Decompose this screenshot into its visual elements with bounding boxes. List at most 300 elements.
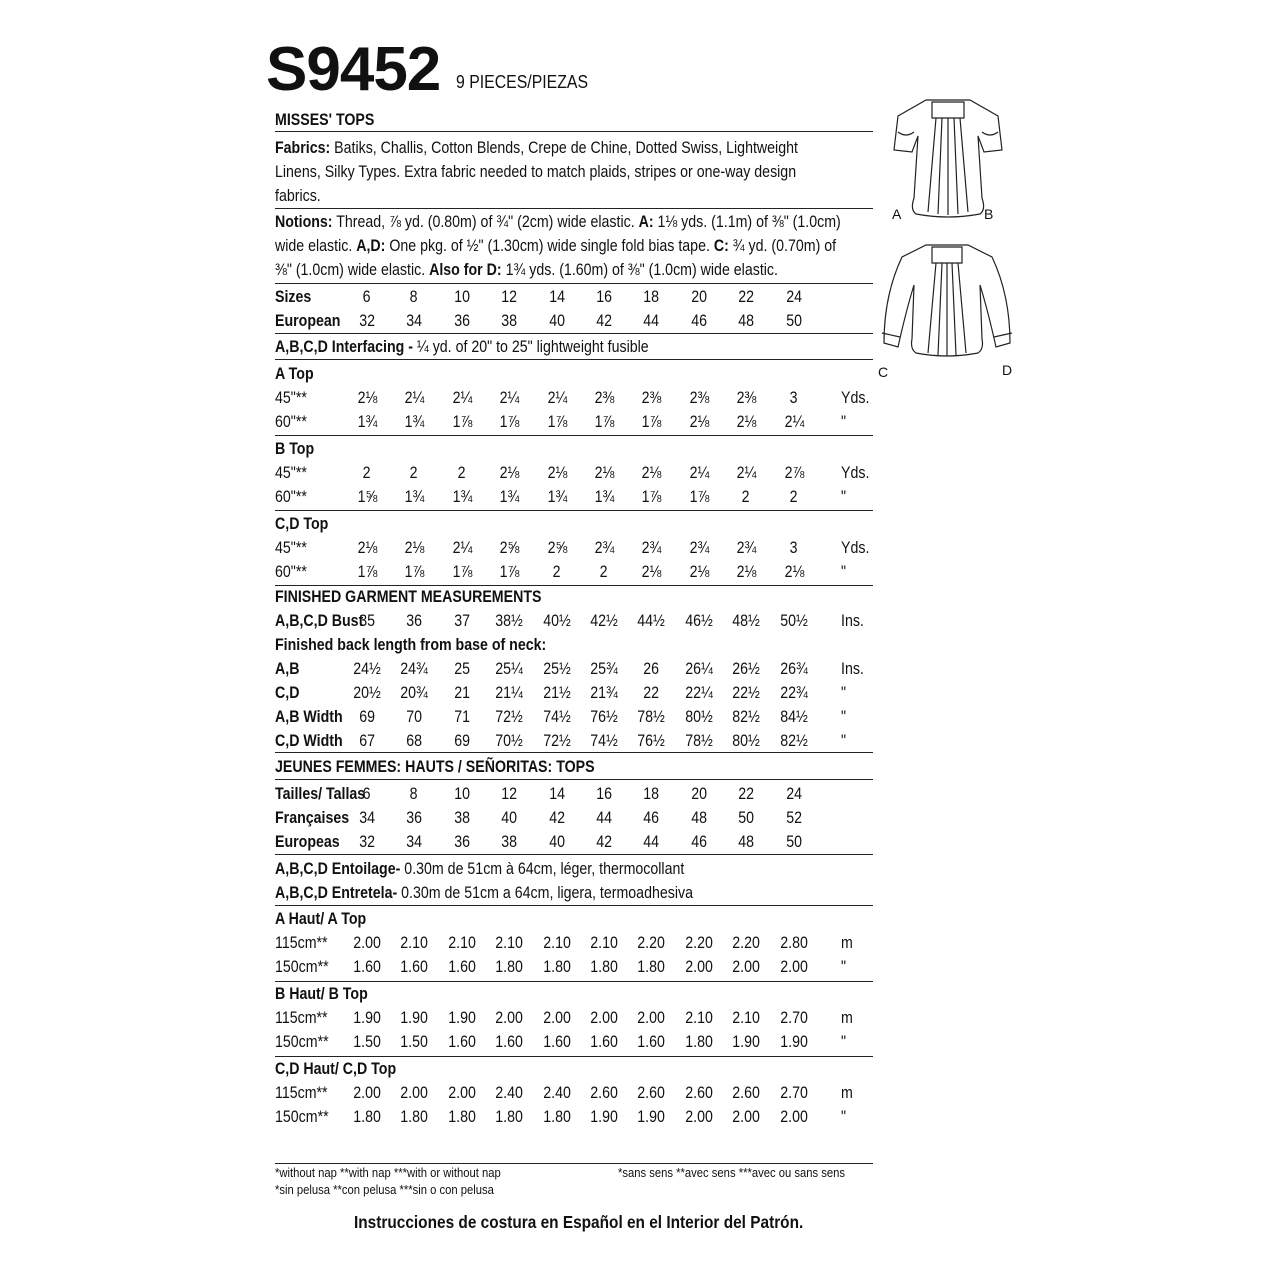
table-cell: 1.60 — [353, 958, 381, 976]
table-cell: 68 — [406, 732, 422, 750]
table-cell: 1.60 — [637, 1033, 665, 1051]
row-value: ¼ yd. of 20" to 25" lightweight fusible — [412, 338, 649, 356]
table-cell: 1⅞ — [547, 413, 567, 431]
table-cell: 1.80 — [685, 1033, 713, 1051]
yardage-heading — [275, 512, 873, 536]
table-cell: 2⅞ — [784, 464, 804, 482]
table-cell: 1.90 — [400, 1009, 428, 1027]
table-cell: 50 — [738, 809, 754, 827]
table-cell: 2 — [363, 464, 371, 482]
divider — [275, 283, 873, 284]
table-cell: 48 — [691, 809, 707, 827]
table-cell: 2.10 — [448, 934, 476, 952]
european-row — [275, 309, 873, 333]
row-label: 60"** — [275, 563, 307, 581]
table-cell: 2.80 — [780, 934, 808, 952]
table-cell: 72½ — [495, 708, 523, 726]
table-cell: 1¾ — [547, 488, 567, 506]
row-label: B Top — [275, 440, 315, 458]
table-cell: 46 — [643, 809, 659, 827]
table-cell: 18 — [643, 288, 659, 306]
figure-label-a: A — [892, 206, 902, 222]
table-cell: 1.80 — [637, 958, 665, 976]
table-cell: 2.60 — [732, 1084, 760, 1102]
yardage-row — [275, 485, 873, 509]
table-cell: 50 — [786, 833, 802, 851]
finished-row — [275, 657, 873, 681]
table-cell: 40 — [549, 833, 565, 851]
table-cell: 2⅛ — [689, 563, 709, 581]
table-cell: 69 — [454, 732, 470, 750]
table-cell: 1.80 — [448, 1108, 476, 1126]
entretela-row — [275, 881, 873, 905]
table-cell: 2.10 — [590, 934, 618, 952]
table-cell: 2⅛ — [404, 539, 424, 557]
table-cell: 1.60 — [448, 1033, 476, 1051]
table-cell: 8 — [410, 785, 418, 803]
fabrics-label: Fabrics: — [275, 139, 331, 157]
europeas-row — [275, 830, 873, 854]
table-cell: 25¼ — [495, 660, 523, 678]
table-cell: 2¼ — [404, 389, 424, 407]
table-cell: 1.80 — [495, 958, 523, 976]
table-cell: 2.40 — [543, 1084, 571, 1102]
notions-line-1: Notions: Thread, ⅞ yd. (0.80m) of ¾" (2cm) wide elastic. A: 1⅛ yds. (1.1m) of ⅜" (1.0cm) — [275, 213, 841, 231]
row-label: A Top — [275, 365, 314, 383]
pieces-count: 9 PIECES/PIEZAS — [456, 72, 589, 92]
table-cell: 20 — [691, 288, 707, 306]
table-cell: 52 — [786, 809, 802, 827]
table-cell: 21¾ — [590, 684, 618, 702]
table-cell: 1.80 — [353, 1108, 381, 1126]
metric-yardage-heading — [275, 907, 873, 931]
table-cell: 21 — [454, 684, 470, 702]
row-label: A Haut/ A Top — [275, 910, 367, 928]
table-cell: 2.00 — [637, 1009, 665, 1027]
table-cell: 12 — [501, 785, 517, 803]
table-cell: 2.60 — [685, 1084, 713, 1102]
sizes-row — [275, 285, 873, 309]
table-cell: 71 — [454, 708, 470, 726]
table-cell: 24½ — [353, 660, 381, 678]
yardage-row — [275, 560, 873, 584]
table-cell: 22¼ — [685, 684, 713, 702]
unit-label: Yds. — [841, 389, 870, 407]
table-cell: 74½ — [590, 732, 618, 750]
table-cell: 2⅛ — [594, 464, 614, 482]
table-cell: 14 — [549, 288, 565, 306]
unit-label: Ins. — [841, 660, 864, 678]
table-cell: 1¾ — [404, 488, 424, 506]
table-cell: 50 — [786, 312, 802, 330]
divider — [275, 208, 873, 209]
table-cell: 26¼ — [685, 660, 713, 678]
table-cell: 2.70 — [780, 1009, 808, 1027]
fabrics-line-2: Linens, Silky Types. Extra fabric needed to match plaids, stripes or one-way design — [275, 163, 797, 181]
row-text — [275, 857, 684, 881]
table-cell: 2.00 — [780, 958, 808, 976]
table-cell: 2.60 — [590, 1084, 618, 1102]
table-cell: 20¾ — [400, 684, 428, 702]
table-cell: 2¾ — [689, 539, 709, 557]
row-label: 45"** — [275, 539, 307, 557]
table-cell: 1.60 — [448, 958, 476, 976]
finished-row — [275, 729, 873, 753]
unit-label: " — [841, 732, 847, 750]
table-cell: 1.90 — [448, 1009, 476, 1027]
table-cell: 2⅛ — [689, 413, 709, 431]
table-cell: 40 — [549, 312, 565, 330]
table-cell: 1.50 — [353, 1033, 381, 1051]
table-cell: 2⅛ — [784, 563, 804, 581]
table-cell: 1.90 — [353, 1009, 381, 1027]
table-cell: 1⅞ — [499, 563, 519, 581]
table-cell: 2.00 — [732, 958, 760, 976]
unit-label: m — [841, 1009, 853, 1027]
divider — [275, 752, 873, 753]
table-cell: 2.00 — [732, 1108, 760, 1126]
divider — [275, 854, 873, 855]
table-cell: 36 — [454, 312, 470, 330]
row-label: C,D Haut/ C,D Top — [275, 1060, 397, 1078]
table-cell: 2.00 — [780, 1108, 808, 1126]
table-cell: 2⅛ — [547, 464, 567, 482]
table-cell: 1.80 — [543, 958, 571, 976]
table-cell: 2.40 — [495, 1084, 523, 1102]
row-text — [275, 335, 649, 359]
table-cell: 24¾ — [400, 660, 428, 678]
table-cell: 44 — [643, 833, 659, 851]
table-cell: 2.00 — [353, 934, 381, 952]
table-cell: 48½ — [732, 612, 760, 630]
yardage-row — [275, 386, 873, 410]
table-cell: 1⅞ — [452, 563, 472, 581]
row-value: 0.30m de 51cm à 64cm, léger, thermocollant — [400, 860, 685, 878]
table-cell: 44 — [596, 809, 612, 827]
row-value: 0.30m de 51cm a 64cm, ligera, termoadhesiva — [397, 884, 693, 902]
table-cell: 1¾ — [452, 488, 472, 506]
table-cell: 32 — [359, 312, 375, 330]
table-cell: 12 — [501, 288, 517, 306]
table-cell: 8 — [410, 288, 418, 306]
table-cell: 1¾ — [594, 488, 614, 506]
unit-label: " — [841, 958, 847, 976]
row-label: European — [275, 312, 341, 330]
table-cell: 2¼ — [452, 539, 472, 557]
pattern-number: S9452 — [266, 35, 441, 104]
table-cell: 21¼ — [495, 684, 523, 702]
table-cell: 2⅜ — [689, 389, 709, 407]
table-cell: 1¾ — [357, 413, 377, 431]
divider — [275, 779, 873, 780]
metric-yardage-heading — [275, 982, 873, 1006]
table-cell: 80½ — [732, 732, 760, 750]
table-cell: 42 — [596, 833, 612, 851]
table-cell: 50½ — [780, 612, 808, 630]
row-label: 45"** — [275, 464, 307, 482]
table-cell: 67 — [359, 732, 375, 750]
table-cell: 1¾ — [499, 488, 519, 506]
table-cell: 10 — [454, 785, 470, 803]
unit-label: Ins. — [841, 612, 864, 630]
table-cell: 18 — [643, 785, 659, 803]
table-cell: 44 — [643, 312, 659, 330]
table-cell: 2.10 — [543, 934, 571, 952]
table-cell: 2⅛ — [641, 464, 661, 482]
table-cell: 1.60 — [400, 958, 428, 976]
table-cell: 2⅜ — [641, 389, 661, 407]
unit-label: " — [841, 684, 847, 702]
finished-row — [275, 681, 873, 705]
table-cell: 24 — [786, 785, 802, 803]
table-cell: 16 — [596, 288, 612, 306]
row-label: Françaises — [275, 809, 350, 827]
table-cell: 2 — [410, 464, 418, 482]
row-label: 45"** — [275, 389, 307, 407]
row-label: A,B — [275, 660, 300, 678]
row-label: FINISHED GARMENT MEASUREMENTS — [275, 588, 542, 606]
tailles-row — [275, 782, 873, 806]
table-cell: 16 — [596, 785, 612, 803]
table-cell: 2.00 — [353, 1084, 381, 1102]
row-label: A,B,C,D Entoilage- — [275, 860, 401, 878]
table-cell: 46 — [691, 312, 707, 330]
table-cell: 74½ — [543, 708, 571, 726]
table-cell: 2¼ — [736, 464, 756, 482]
table-cell: 2¾ — [641, 539, 661, 557]
row-label: 115cm** — [275, 934, 328, 952]
table-cell: 2 — [742, 488, 750, 506]
table-cell: 26½ — [732, 660, 760, 678]
table-cell: 2.00 — [448, 1084, 476, 1102]
row-label: 60"** — [275, 488, 307, 506]
table-cell: 1.90 — [732, 1033, 760, 1051]
row-label: 60"** — [275, 413, 307, 431]
table-cell: 2.20 — [637, 934, 665, 952]
row-label: 150cm** — [275, 958, 329, 976]
row-label: A,B,C,D Interfacing - — [275, 338, 413, 356]
table-cell: 2¼ — [547, 389, 567, 407]
table-cell: 40 — [501, 809, 517, 827]
table-cell: 2.70 — [780, 1084, 808, 1102]
table-cell: 1.80 — [400, 1108, 428, 1126]
table-cell: 46 — [691, 833, 707, 851]
metric-yardage-row — [275, 1081, 873, 1105]
table-cell: 2.00 — [543, 1009, 571, 1027]
top-ab-illustration — [878, 88, 1018, 223]
table-cell: 2.00 — [590, 1009, 618, 1027]
table-cell: 2⅝ — [547, 539, 567, 557]
table-cell: 70 — [406, 708, 422, 726]
table-cell: 2¾ — [736, 539, 756, 557]
table-cell: 34 — [406, 312, 422, 330]
table-cell: 6 — [363, 785, 371, 803]
yardage-heading — [275, 437, 873, 461]
unit-label: " — [841, 563, 847, 581]
row-label: JEUNES FEMMES: HAUTS / SEÑORITAS: TOPS — [275, 758, 595, 776]
table-cell: 36 — [454, 833, 470, 851]
table-cell: 44½ — [637, 612, 665, 630]
unit-label: Yds. — [841, 464, 870, 482]
table-cell: 32 — [359, 833, 375, 851]
table-cell: 2 — [553, 563, 561, 581]
entoilage-row — [275, 857, 873, 881]
table-cell: 22¾ — [780, 684, 808, 702]
table-cell: 42 — [549, 809, 565, 827]
table-cell: 2⅜ — [594, 389, 614, 407]
table-cell: 1.80 — [495, 1108, 523, 1126]
table-cell: 35 — [359, 612, 375, 630]
table-cell: 20 — [691, 785, 707, 803]
table-cell: 48 — [738, 312, 754, 330]
table-cell: 2⅜ — [736, 389, 756, 407]
table-cell: 2¼ — [784, 413, 804, 431]
top-cd-illustration — [872, 235, 1022, 365]
table-cell: 1.80 — [543, 1108, 571, 1126]
table-cell: 1⅝ — [357, 488, 377, 506]
row-label: Tailles/ Tallas — [275, 785, 366, 803]
table-cell: 2.20 — [685, 934, 713, 952]
table-cell: 1.90 — [590, 1108, 618, 1126]
table-cell: 76½ — [590, 708, 618, 726]
table-cell: 38½ — [495, 612, 523, 630]
table-cell: 1⅞ — [641, 413, 661, 431]
table-cell: 25 — [454, 660, 470, 678]
table-cell: 82½ — [732, 708, 760, 726]
footnote-french: *sans sens **avec sens ***avec ou sans sens — [618, 1166, 846, 1180]
table-cell: 1⅞ — [404, 563, 424, 581]
table-cell: 26¾ — [780, 660, 808, 678]
notions-line-3: ⅜" (1.0cm) wide elastic. Also for D: 1¾ yds. (1.60m) of ⅜" (1.0cm) wide elastic. — [275, 261, 778, 279]
yardage-row — [275, 461, 873, 485]
table-cell: 2.00 — [685, 1108, 713, 1126]
table-cell: 78½ — [637, 708, 665, 726]
table-cell: 2¼ — [499, 389, 519, 407]
footnote-spanish: *sin pelusa **con pelusa ***sin o con pelusa — [275, 1183, 494, 1197]
table-cell: 1.90 — [780, 1033, 808, 1051]
yardage-heading — [275, 362, 873, 386]
table-cell: 72½ — [543, 732, 571, 750]
unit-label: " — [841, 1033, 847, 1051]
table-cell: 34 — [406, 833, 422, 851]
table-cell: 38 — [501, 312, 517, 330]
row-label: A,B,C,D Entretela- — [275, 884, 398, 902]
table-cell: 22 — [643, 684, 659, 702]
finished-heading — [275, 585, 873, 609]
row-label: Finished back length from base of neck: — [275, 636, 547, 654]
row-label: 150cm** — [275, 1108, 329, 1126]
table-cell: 14 — [549, 785, 565, 803]
fabrics-line-1 — [275, 136, 798, 160]
divider — [275, 333, 873, 334]
table-cell: 22 — [738, 785, 754, 803]
table-cell: 25¾ — [590, 660, 618, 678]
unit-label: m — [841, 934, 853, 952]
section-title: MISSES' TOPS — [275, 111, 375, 129]
table-cell: 1.50 — [400, 1033, 428, 1051]
table-cell: 46½ — [685, 612, 713, 630]
table-cell: 1⅞ — [357, 563, 377, 581]
table-cell: 2.00 — [685, 958, 713, 976]
table-cell: 1⅞ — [594, 413, 614, 431]
table-cell: 34 — [359, 809, 375, 827]
table-cell: 1.60 — [590, 1033, 618, 1051]
table-cell: 76½ — [637, 732, 665, 750]
table-cell: 20½ — [353, 684, 381, 702]
table-cell: 1.80 — [590, 958, 618, 976]
table-cell: 2.20 — [732, 934, 760, 952]
table-cell: 6 — [363, 288, 371, 306]
table-cell: 2⅝ — [499, 539, 519, 557]
unit-label: " — [841, 708, 847, 726]
metric-yardage-row — [275, 1030, 873, 1054]
divider — [275, 1163, 873, 1164]
yardage-row — [275, 410, 873, 434]
unit-label: " — [841, 1108, 847, 1126]
table-cell: 36 — [406, 809, 422, 827]
divider — [275, 131, 873, 132]
unit-label: Yds. — [841, 539, 870, 557]
table-cell: 2 — [600, 563, 608, 581]
table-cell: 78½ — [685, 732, 713, 750]
table-cell: 37 — [454, 612, 470, 630]
table-cell: 2¾ — [594, 539, 614, 557]
footnote-english: *without nap **with nap ***with or without nap — [275, 1166, 501, 1180]
table-cell: 42½ — [590, 612, 618, 630]
table-cell: 2⅛ — [641, 563, 661, 581]
table-cell: 2⅛ — [736, 563, 756, 581]
row-label: C,D — [275, 684, 300, 702]
table-cell: 40½ — [543, 612, 571, 630]
divider — [275, 905, 873, 906]
francaises-row — [275, 806, 873, 830]
interfacing-row — [275, 335, 873, 359]
table-cell: 3 — [790, 539, 798, 557]
table-cell: 36 — [406, 612, 422, 630]
table-cell: 1.90 — [637, 1108, 665, 1126]
table-cell: 2.00 — [400, 1084, 428, 1102]
table-cell: 2 — [458, 464, 466, 482]
table-cell: 1⅞ — [499, 413, 519, 431]
table-cell: 10 — [454, 288, 470, 306]
finished-row — [275, 705, 873, 729]
table-cell: 2.10 — [685, 1009, 713, 1027]
metric-yardage-row — [275, 1105, 873, 1129]
row-label: 115cm** — [275, 1084, 328, 1102]
table-cell: 2 — [790, 488, 798, 506]
row-text — [275, 881, 693, 905]
table-cell: 38 — [501, 833, 517, 851]
metric-title — [275, 755, 873, 779]
unit-label: " — [841, 488, 847, 506]
table-cell: 1⅞ — [689, 488, 709, 506]
row-label: 115cm** — [275, 1009, 328, 1027]
figure-label-b: B — [984, 206, 994, 222]
table-cell: 3 — [790, 389, 798, 407]
table-cell: 1.60 — [543, 1033, 571, 1051]
fabrics-text-1: Batiks, Challis, Cotton Blends, Crepe de Chine, Dotted Swiss, Lightweight — [330, 139, 798, 157]
table-cell: 22½ — [732, 684, 760, 702]
notions-line-2: wide elastic. A,D: One pkg. of ½" (1.30cm) wide single fold bias tape. C: ¾ yd. (0.70m) of — [275, 237, 837, 255]
metric-yardage-row — [275, 1006, 873, 1030]
table-cell: 2⅛ — [357, 389, 377, 407]
table-cell: 2.10 — [495, 934, 523, 952]
table-cell: 1⅞ — [452, 413, 472, 431]
table-cell: 48 — [738, 833, 754, 851]
yardage-row — [275, 536, 873, 560]
table-cell: 2.10 — [732, 1009, 760, 1027]
table-cell: 24 — [786, 288, 802, 306]
